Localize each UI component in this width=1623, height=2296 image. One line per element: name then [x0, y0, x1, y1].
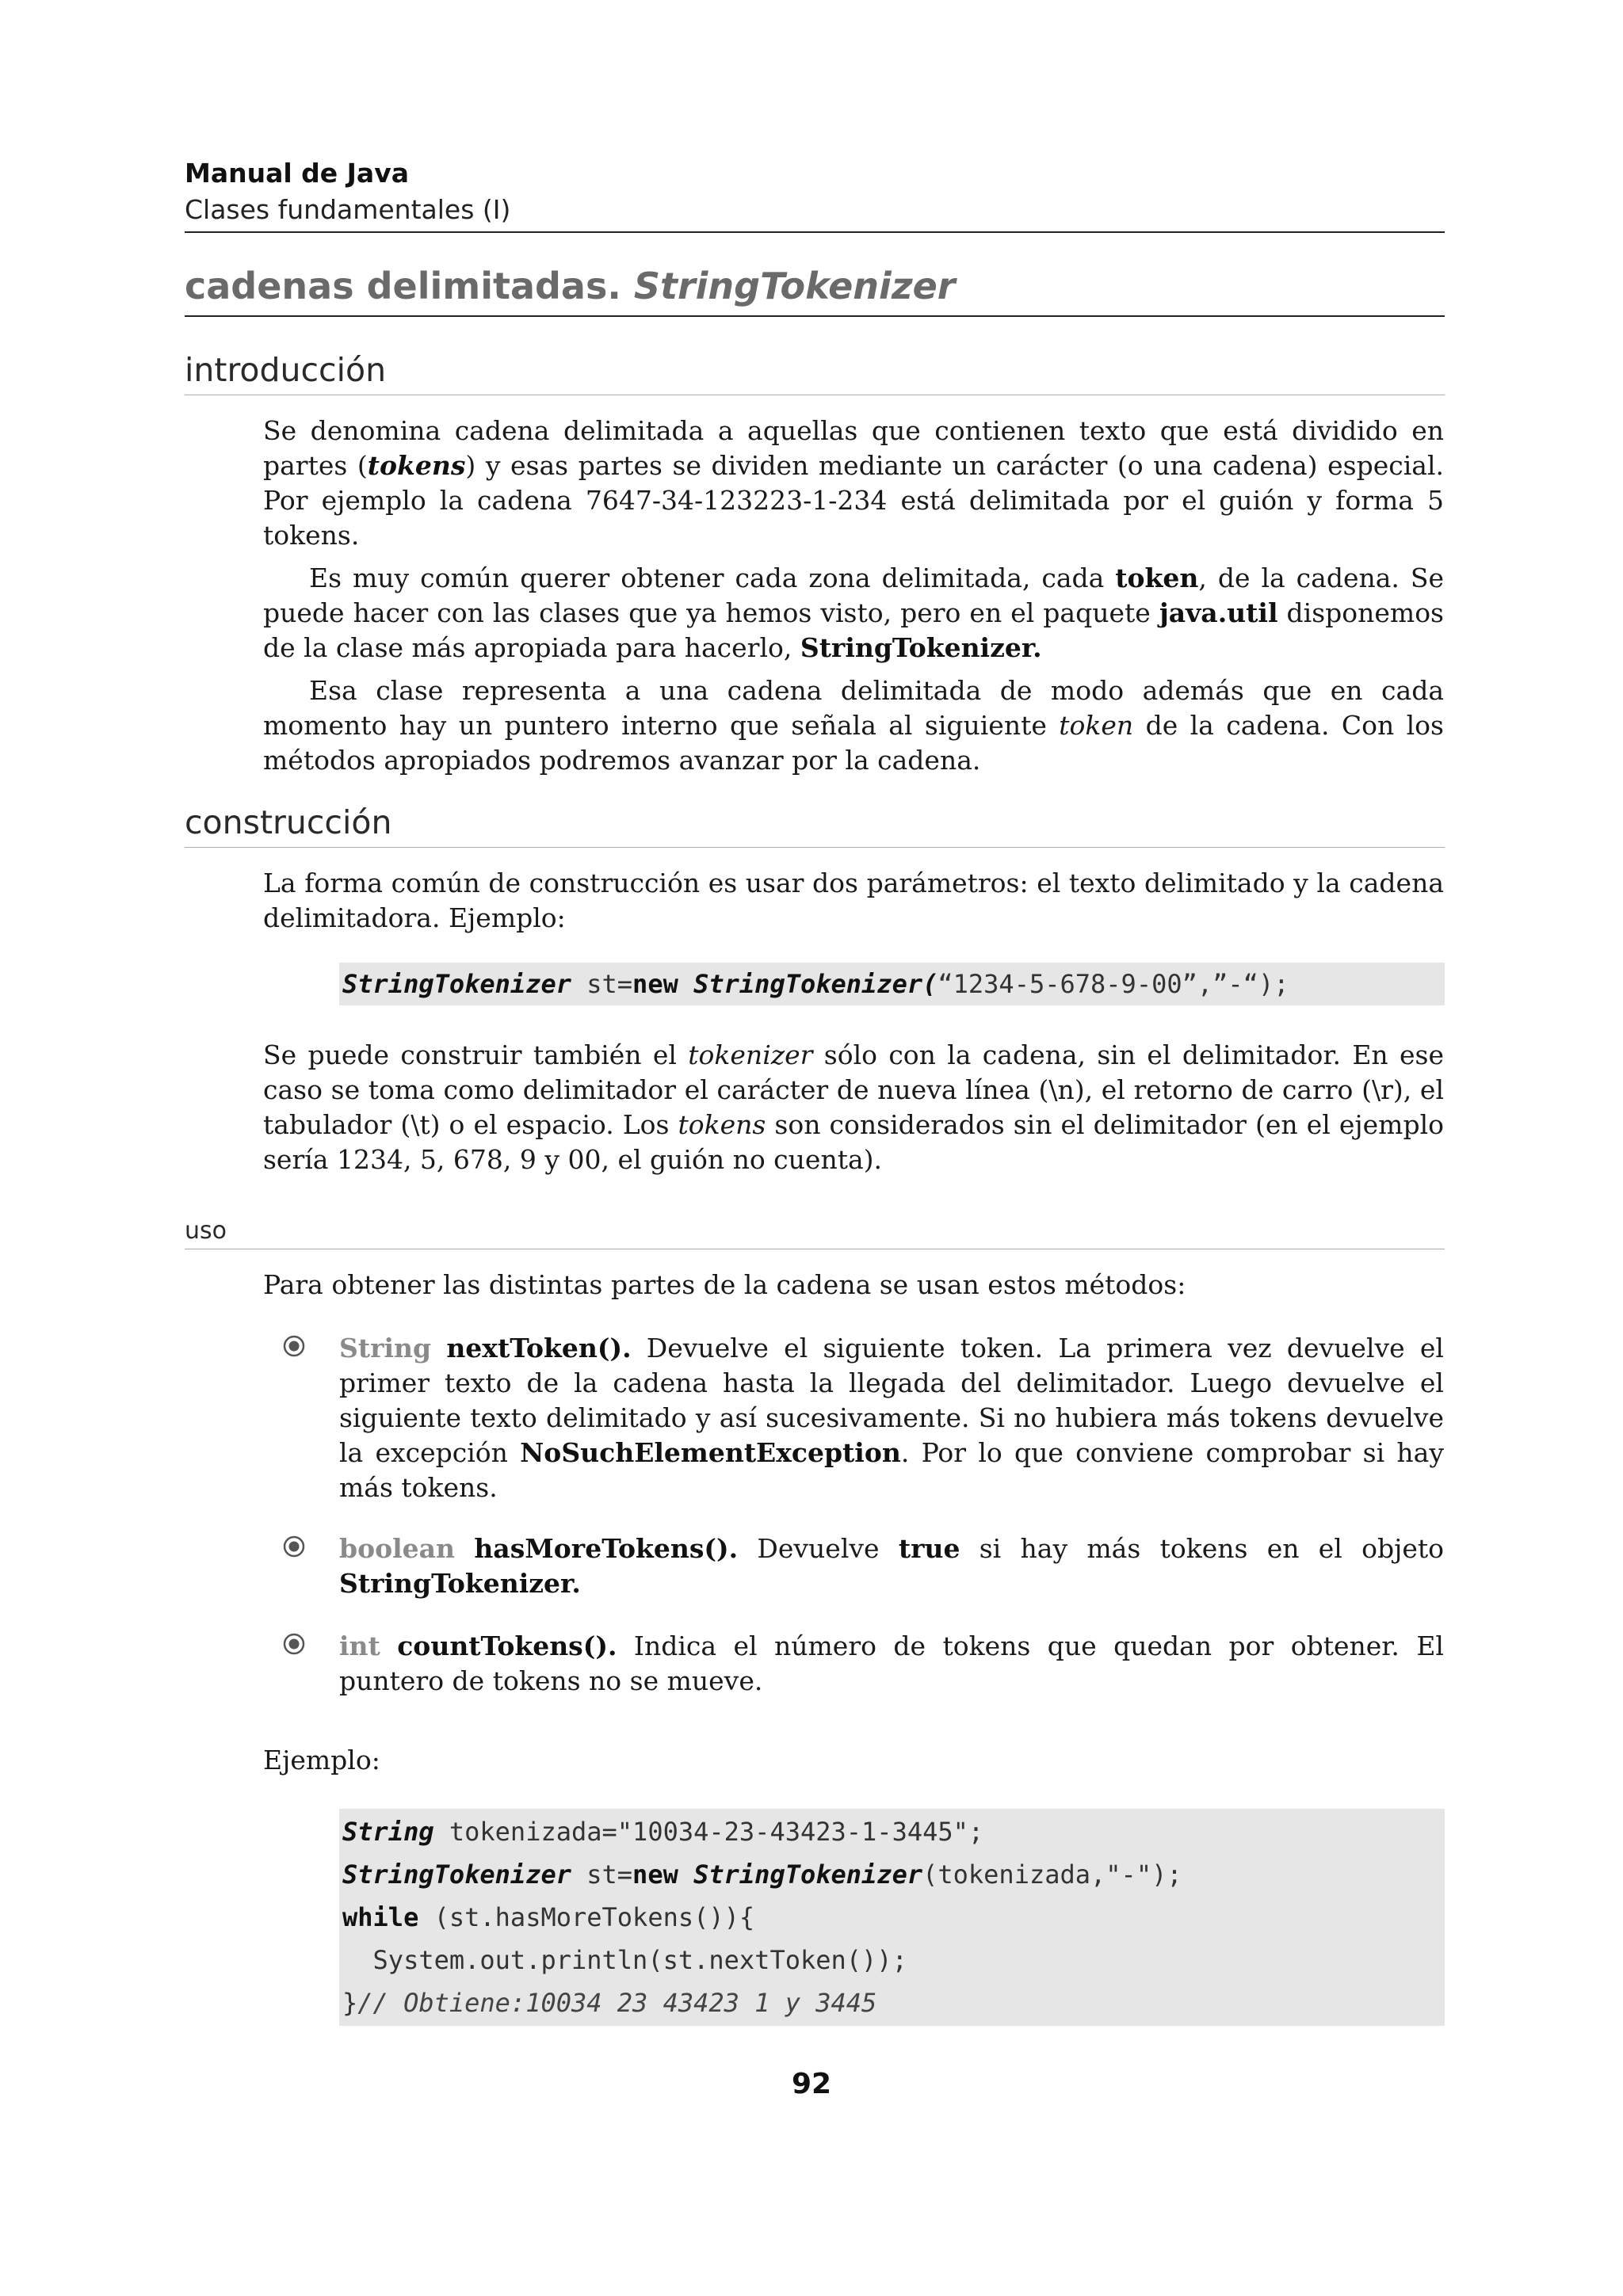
- intro-text: [263, 414, 1444, 786]
- construction-text-2: [263, 1038, 1444, 1185]
- method-description: int countTokens(). Indica el número de tokens que quedan por obtener. El puntero de tokens no se mueve.: [339, 1630, 1444, 1696]
- example-code-block: [339, 1809, 1445, 2026]
- code-line: while (st.hasMoreTokens()){: [342, 1902, 755, 1932]
- section-heading-use: uso: [185, 1215, 1445, 1249]
- example-label-text: Ejemplo:: [263, 1745, 380, 1775]
- title-prefix: cadenas delimitadas.: [185, 265, 634, 307]
- construction-code-block: [339, 963, 1445, 1005]
- code-line: }// Obtiene:10034 23 43423 1 y 3445: [342, 1988, 877, 2018]
- construction-text-1: La forma común de construcción es usar dos parámetros: el texto delimitado y la cadena delimitadora. Ejemplo:: [263, 868, 1444, 933]
- method-description: String nextToken(). Devuelve el siguiente token. La primera vez devuelve el primer texto de la cadena hasta la llegada del delimitador. Luego devuelve el siguiente texto delimitado y así sucesivamente. Si no hubiera más tokens devuelve la excepción NoSuchElementException. Por lo que conviene comprobar si hay más tokens.: [339, 1333, 1444, 1503]
- running-header: [185, 155, 1445, 233]
- intro-paragraph-1: Se denomina cadena delimitada a aquellas que contienen texto que está dividido en partes (tokens) y esas partes se dividen mediante un carácter (o una cadena) especial. Por ejemplo la cadena 7647-34-123223-1-234 está delimitada por el guión y forma 5 tokens.: [263, 415, 1444, 551]
- code-line: StringTokenizer st=new StringTokenizer(“1234-5-678-9-00”,”-“);: [342, 969, 1289, 999]
- intro-paragraph-2: Es muy común querer obtener cada zona delimitada, cada token, de la cadena. Se puede hacer con las clases que ya hemos visto, pero en el paquete java.util disponemos de la clase más apropiada para hacerlo, StringTokenizer.: [263, 563, 1444, 663]
- section-heading-intro: introducción: [185, 347, 1445, 395]
- intro-paragraph-3: Esa clase representa a una cadena delimitada de modo además que en cada momento hay un puntero interno que señala al siguiente token de la cadena. Con los métodos apropiados podremos avanzar por la cadena.: [263, 675, 1444, 776]
- radio-bullet-icon: [282, 1535, 306, 1558]
- page-title: [185, 261, 1445, 317]
- code-line: StringTokenizer st=new StringTokenizer(tokenizada,"-");: [342, 1859, 1182, 1890]
- code-line: String tokenizada="10034-23-43423-1-3445";: [342, 1817, 984, 1847]
- use-intro-text: Para obtener las distintas partes de la cadena se usan estos métodos:: [263, 1269, 1186, 1300]
- page-number: 92: [791, 2068, 832, 2100]
- radio-bullet-icon: [282, 1334, 306, 1358]
- section-heading-construction: construcción: [185, 799, 1445, 848]
- title-class-name: StringTokenizer: [633, 265, 956, 307]
- book-title: Manual de Java: [185, 158, 409, 189]
- code-line: System.out.println(st.nextToken());: [342, 1945, 907, 1975]
- chapter-title: Clases fundamentales (I): [185, 194, 511, 225]
- method-description: boolean hasMoreTokens(). Devuelve true si hay más tokens en el objeto StringTokenizer.: [339, 1533, 1445, 1599]
- construction-paragraph-2: Se puede construir también el tokenizer sólo con la cadena, sin el delimitador. En ese caso se toma como delimitador el carácter de nueva línea (\n), el retorno de carro (\r), el tabulador (\t) o el espacio. Los tokens son considerados sin el delimitador (en el ejemplo sería 1234, 5, 678, 9 y 00, el guión no cuenta).: [263, 1039, 1445, 1175]
- radio-bullet-icon: [282, 1632, 306, 1656]
